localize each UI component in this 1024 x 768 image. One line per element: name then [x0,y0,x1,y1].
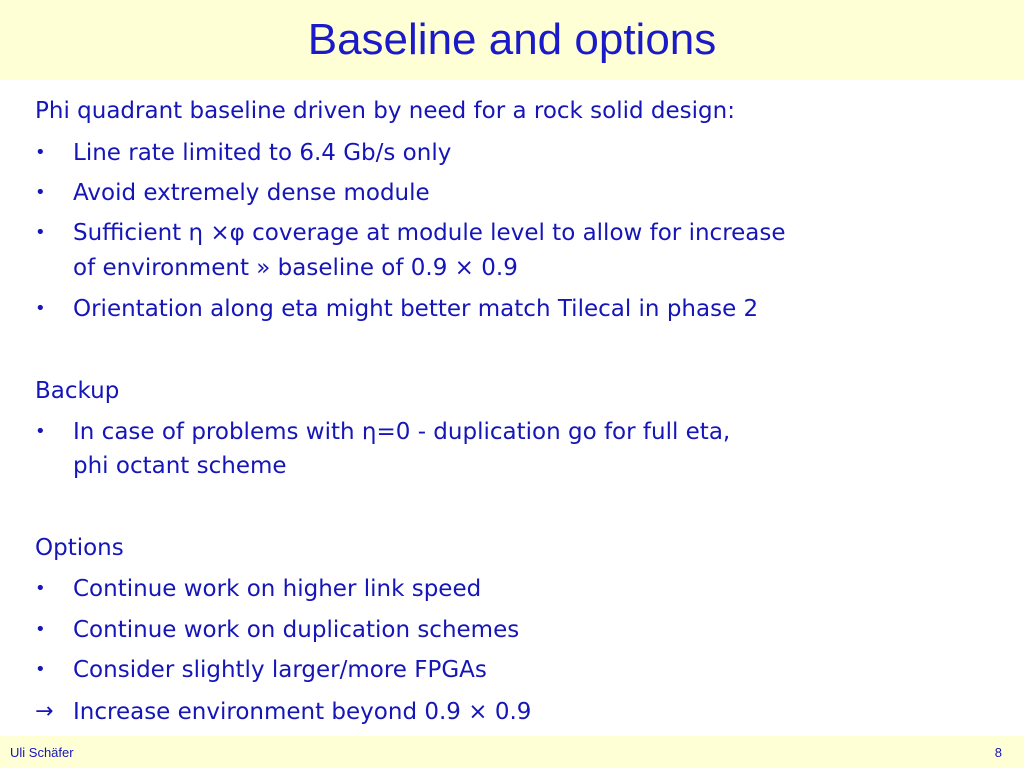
bullet-icon: • [35,421,46,442]
bullet-item: Consider slightly larger/more FPGAs [73,657,487,683]
footer-author: Uli Schäfer [10,745,74,760]
conclusion-text: Increase environment beyond 0.9 × 0.9 [73,699,532,725]
intro-text: Phi quadrant baseline driven by need for a rock solid design: [35,98,735,124]
bullet-icon: • [35,142,46,163]
bullet-item: Line rate limited to 6.4 Gb/s only [73,140,452,166]
bullet-item: In case of problems with η=0 - duplication go for full eta, [73,419,731,445]
bullet-item: Avoid extremely dense module [73,180,430,206]
backup-heading: Backup [35,378,120,404]
arrow-right-icon: → [35,699,54,724]
bullet-icon: • [35,659,46,680]
options-heading: Options [35,535,124,561]
slide-title: Baseline and options [307,15,717,64]
bullet-item-continuation: phi octant scheme [73,453,287,479]
bullet-icon: • [35,298,46,319]
slide-number: 8 [994,745,1002,760]
bullet-icon: • [35,578,46,599]
bullet-item: Orientation along eta might better match Tilecal in phase 2 [73,296,759,322]
bullet-icon: • [35,182,46,203]
footer-band [0,736,1024,768]
bullet-item: Continue work on higher link speed [73,576,482,602]
bullet-item-continuation: of environment » baseline of 0.9 × 0.9 [73,255,518,281]
bullet-icon: • [35,619,46,640]
bullet-item: Continue work on duplication schemes [73,617,520,643]
bullet-icon: • [35,222,46,243]
bullet-item: Sufficient η ×φ coverage at module level to allow for increase [73,220,786,246]
